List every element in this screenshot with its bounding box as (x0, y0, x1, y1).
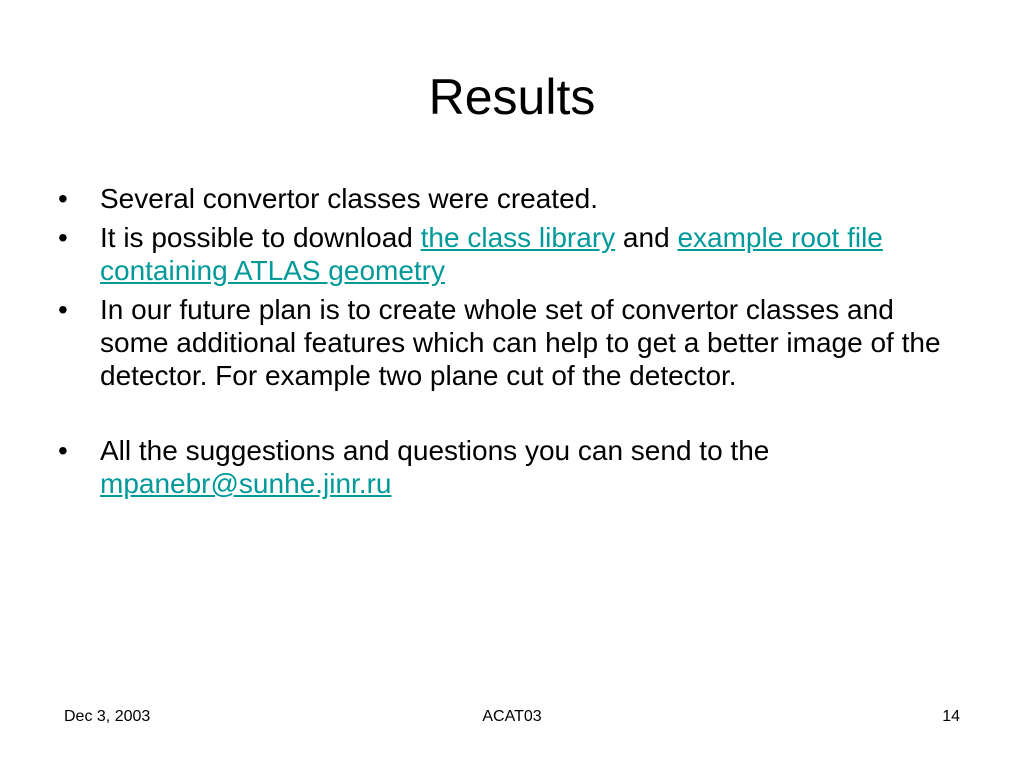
footer-event: ACAT03 (482, 708, 542, 725)
footer-page-number: 14 (942, 708, 960, 725)
slide-title: Results (428, 69, 596, 125)
bullet-icon: • (58, 183, 68, 214)
bullet-icon: • (58, 435, 68, 466)
example-root-file-link[interactable]: example root file containing ATLAS geometry (100, 222, 883, 286)
bullet-text: In our future plan is to create whole set of convertor classes and some additional features which can help to get a better image of the detector. For example two plane cut of the detector. (100, 294, 941, 391)
bullet-icon: • (58, 222, 68, 253)
bullet-list (56, 182, 956, 506)
bullet-item (56, 293, 956, 392)
bullet-text: and (615, 222, 678, 253)
bullet-text: It is possible to download (100, 222, 421, 253)
bullet-item (56, 434, 956, 500)
bullet-text: All the suggestions and questions you can send to the (100, 435, 770, 466)
bullet-icon: • (58, 294, 68, 325)
bullet-item (56, 182, 956, 215)
email-link[interactable]: mpanebr@sunhe.jinr.ru (100, 468, 392, 499)
footer-date: Dec 3, 2003 (64, 708, 151, 725)
bullet-text: Several convertor classes were created. (100, 183, 598, 214)
bullet-item (56, 221, 956, 287)
class-library-link[interactable]: the class library (420, 222, 616, 253)
